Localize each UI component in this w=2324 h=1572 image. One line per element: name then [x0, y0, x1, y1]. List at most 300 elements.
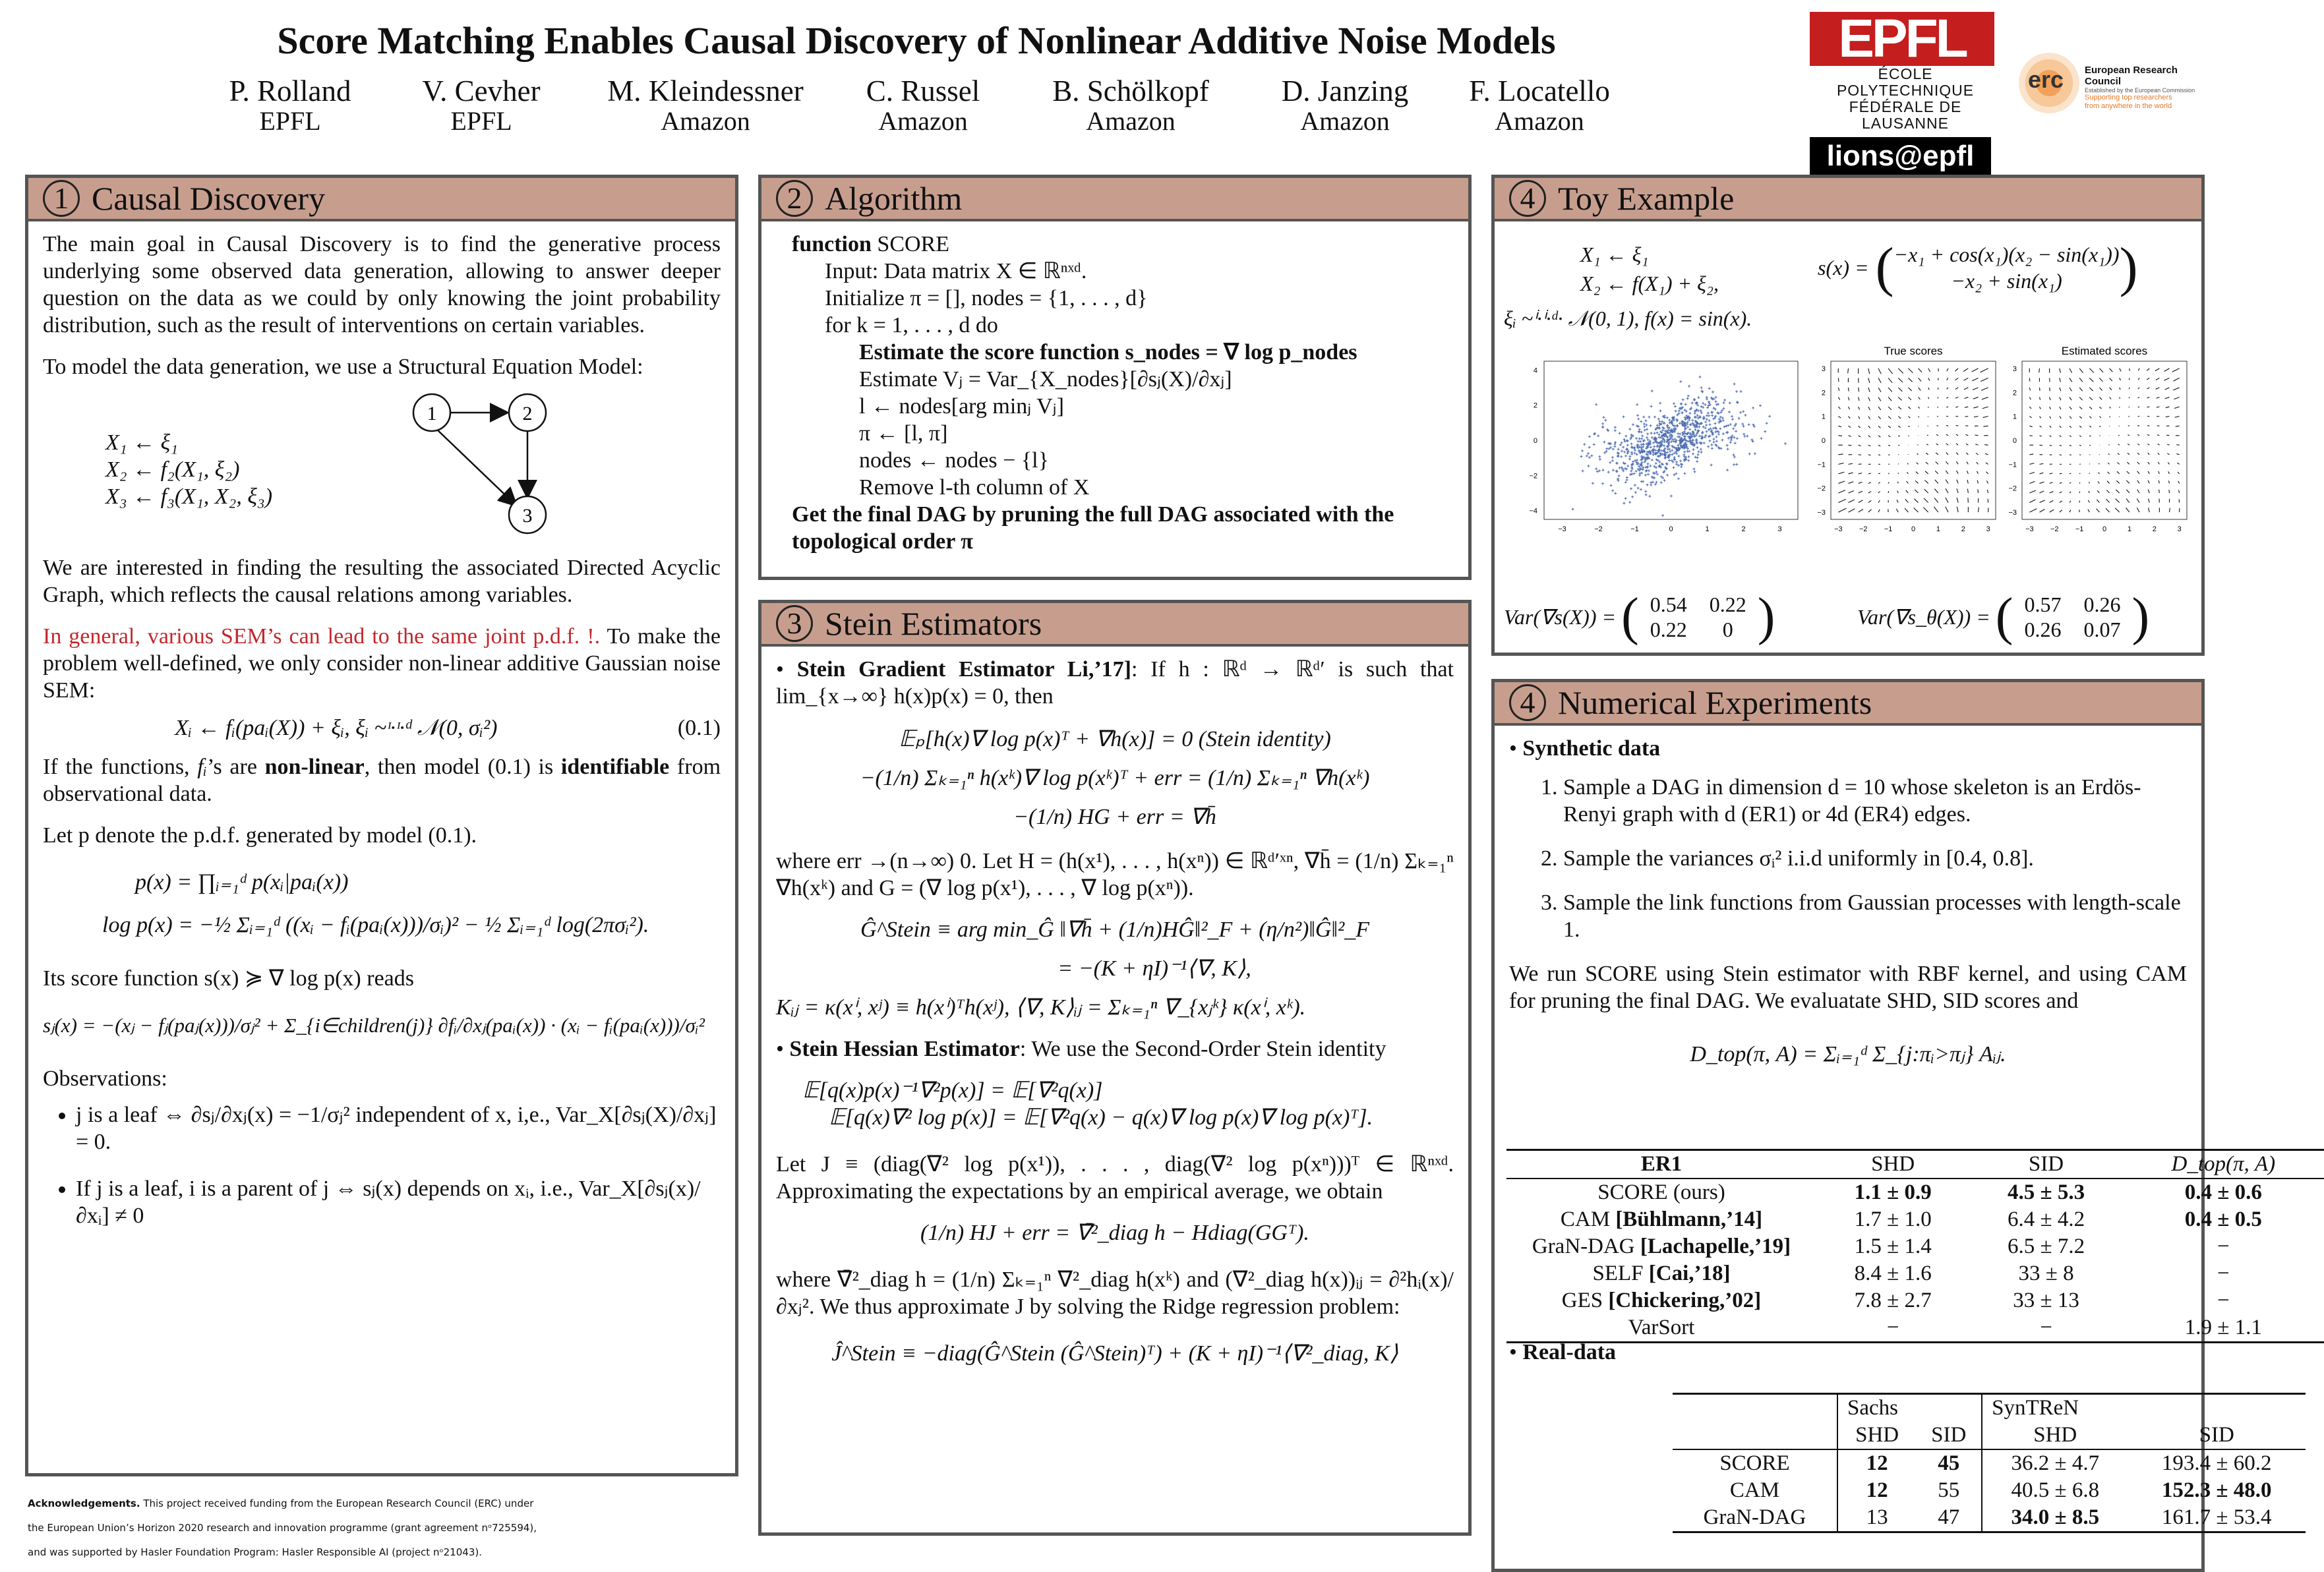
field-arrow: [2060, 473, 2062, 474]
table-cell: 55: [1916, 1477, 1982, 1504]
y-tick-label: 1: [2013, 413, 2017, 421]
toy-plots: [1508, 345, 2193, 543]
method-name: GES: [1562, 1289, 1609, 1312]
paragraph: To model the data generation, we use a Structural Equation Model:: [43, 353, 721, 380]
erc-tagline: from anywhere in the world: [2085, 102, 2210, 111]
table-cell: 0.4 ± 0.6: [2123, 1179, 2324, 1206]
table-cell: −: [2123, 1287, 2324, 1314]
algo-line: l ← nodes[arg minⱼ Vⱼ]: [776, 393, 1454, 420]
method-name: CAM: [1673, 1477, 1837, 1504]
method-reference: [Bühlmann,’14]: [1615, 1208, 1762, 1231]
equation-0-1: [43, 714, 721, 742]
field-arrow: [2169, 508, 2170, 512]
list-item: 2. Sample the variances σᵢ² i.i.d uniformly in [0.4, 0.8].: [1563, 845, 2187, 872]
field-arrow: [2109, 445, 2110, 446]
warning-text: In general, various SEM’s can lead to the same joint p.d.f. !.: [43, 624, 600, 649]
field-frame: [1831, 361, 1996, 519]
algo-line: π ← [l, π]: [776, 420, 1454, 447]
field-arrow: [1946, 425, 1948, 426]
equation: sⱼ(x) = −(xⱼ − fⱼ(paⱼ(x)))/σⱼ² + Σ_{i∈children(j)} ∂fᵢ/∂xⱼ(paᵢ(x)) · (xᵢ − fᵢ(paᵢ(x)))/σᵢ²: [43, 1012, 721, 1039]
ack-text: the European Union’s Horizon 2020 research and innovation programme (grant agreement nᵒ725594),: [28, 1516, 740, 1540]
x-tick-label: 3: [2178, 525, 2182, 533]
table-row: [1506, 1314, 2324, 1343]
y-tick-label: 3: [1822, 365, 1826, 373]
table-row: [1506, 1287, 2324, 1314]
ack-text: and was supported by Hasler Foundation Program: Hasler Responsible AI (project nᵒ21043).: [28, 1540, 740, 1565]
panel-header: [761, 178, 1468, 221]
author-name: D. Janzing: [1266, 74, 1424, 108]
epfl-wordmark: EPFL: [1810, 12, 1994, 66]
x-tick-label: 0: [2102, 525, 2106, 533]
panel-body: [761, 647, 1468, 1388]
table-header: D_top(π, A): [2123, 1150, 2324, 1179]
table-header: SID: [1916, 1422, 1982, 1449]
text: , then model (0.1) is: [365, 755, 561, 779]
x-tick-label: −2: [2050, 525, 2059, 533]
y-tick-label: 4: [1534, 366, 1537, 374]
text: ’s are: [207, 755, 265, 779]
author-affiliation: EPFL: [218, 105, 363, 136]
method-reference: [Cai,’18]: [1649, 1262, 1731, 1285]
dag-edge: [435, 428, 516, 505]
equation: 𝔼[q(x)p(x)⁻¹∇²p(x)] = 𝔼[∇²q(x)]: [776, 1077, 1454, 1104]
author-affiliation: Amazon: [1035, 105, 1226, 136]
real-data-table: [1673, 1393, 2306, 1533]
x-tick-label: 2: [1961, 525, 1965, 533]
paragraph: Kᵢⱼ = κ(xⁱ, xʲ) ≡ h(xⁱ)ᵀh(xʲ), ⟨∇, K⟩ᵢⱼ = Σₖ₌₁ⁿ ∇_{xⱼᵏ} κ(xⁱ, xᵏ).: [776, 994, 1454, 1021]
author-name: F. Locatello: [1457, 74, 1622, 108]
x-tick-label: −3: [1558, 525, 1566, 533]
er1-results-table: [1506, 1149, 2324, 1343]
table-header-row: [1673, 1394, 2306, 1422]
text: from observational data.: [43, 755, 721, 806]
score-vector: [1818, 240, 2138, 295]
y-tick-label: −2: [1529, 472, 1537, 480]
field-arrow: [1849, 445, 1852, 446]
table-row: [1673, 1449, 2306, 1477]
step-list: [1509, 774, 2187, 943]
section-title: Toy Example: [1558, 179, 1734, 218]
panel-toy-example: [1491, 175, 2205, 656]
equation: Ĵ^Stein ≡ −diag(Ĝ^Stein (Ĝ^Stein)ᵀ) + (K + ηI)⁻¹⟨∇²_diag, K⟩: [776, 1340, 1454, 1367]
text: fᵢ: [197, 755, 207, 779]
table-cell: 13: [1837, 1504, 1916, 1532]
method-cell: [1506, 1179, 1816, 1206]
field-arrow: [2089, 445, 2091, 446]
subheading: Stein Hessian Estimator: [789, 1037, 1019, 1061]
table-cell: 33 ± 13: [1969, 1287, 2122, 1314]
table-cell: 8.4 ± 1.6: [1816, 1260, 1969, 1287]
panel-body: [1495, 726, 2201, 1566]
paragraph: The main goal in Causal Discovery is to find the generative process underlying some observed data generation, allowing to answer deeper question on the data as we could by only knowing the joint probability distribution, such as the result of interventions on certain variables.: [43, 231, 721, 339]
y-tick-label: 1: [1822, 413, 1826, 421]
table-cell: 47: [1916, 1504, 1982, 1532]
paragraph: [43, 753, 721, 807]
table-header: SHD: [1982, 1422, 2128, 1449]
panel-body: [1495, 221, 2201, 650]
panel-header: [761, 603, 1468, 647]
table-group-header: Sachs: [1837, 1394, 1982, 1422]
sem-equation: X₃ ← f₃(X₁, X₂, ξ₃): [105, 483, 272, 510]
author-name: C. Russel: [850, 74, 996, 108]
observation-list: [43, 1101, 721, 1229]
table-header: SID: [1969, 1150, 2122, 1179]
method-reference: [Lachapelle,’19]: [1640, 1235, 1791, 1258]
author: [218, 74, 363, 136]
table-row: [1673, 1477, 2306, 1504]
field-arrow: [1898, 445, 1899, 446]
table-cell: −: [2123, 1233, 2324, 1260]
equation: 𝔼[q(x)∇² log p(x)] = 𝔼[∇²q(x) − q(x)∇ log p(x)∇ log p(x)ᵀ].: [776, 1104, 1454, 1131]
subheading: Stein Gradient Estimator Li,’17]: [797, 657, 1131, 682]
field-arrow: [2079, 473, 2080, 474]
y-tick-label: −4: [1529, 508, 1537, 515]
panel-header: [1495, 178, 2201, 221]
table-cell: 34.0 ± 8.5: [1982, 1504, 2128, 1532]
field-arrow: [2029, 378, 2030, 381]
equation: p(x) = ∏ᵢ₌₁ᵈ p(xᵢ|paᵢ(x)): [43, 869, 721, 896]
table-cell: −: [1816, 1314, 1969, 1343]
equation: D_top(π, A) = Σᵢ₌₁ᵈ Σ_{j:πᵢ>πⱼ} Aᵢⱼ.: [1509, 1041, 2187, 1068]
equation: −(1/n) HG + err = ∇h̄: [776, 803, 1454, 830]
table-header: SHD: [1837, 1422, 1916, 1449]
equation: (1/n) HJ + err = ∇̄²_diag h − Hdiag(GGᵀ).: [776, 1219, 1454, 1246]
field-arrow: [2176, 445, 2179, 446]
dag-diagram: [402, 383, 560, 541]
y-tick-label: 2: [2013, 389, 2017, 397]
variance-estimated: [1857, 591, 2149, 643]
y-tick-label: −2: [2008, 485, 2017, 493]
list-item: 3. Sample the link functions from Gaussian processes with length-scale 1.: [1563, 889, 2187, 943]
author-name: P. Rolland: [218, 74, 363, 108]
section-number: 2: [776, 180, 813, 217]
table-cell: 6.5 ± 7.2: [1969, 1233, 2122, 1260]
algo-line: Estimate Vⱼ = Var_{X_nodes}[∂sⱼ(X)/∂xⱼ]: [776, 366, 1454, 393]
text: : We use the Second-Order Stein identity: [1020, 1037, 1386, 1061]
field-arrow: [1984, 445, 1988, 446]
list-item: 1. Sample a DAG in dimension d = 10 whose skeleton is an Erdös-Renyi graph with d (ER1) or 4d (ER4) edges.: [1563, 774, 2187, 828]
x-tick-label: −1: [1884, 525, 1893, 533]
field-arrow: [1888, 491, 1889, 493]
paren: ): [2131, 591, 2149, 643]
method-name: GraN-DAG: [1673, 1504, 1837, 1532]
y-tick-label: −1: [2008, 461, 2017, 469]
table-cell: 33 ± 8: [1969, 1260, 2122, 1287]
panel-causal-discovery: [25, 175, 738, 1476]
paragraph: Let p denote the p.d.f. generated by model (0.1).: [43, 822, 721, 849]
field-arrow: [2040, 445, 2042, 446]
paragraph: where err →(n→∞) 0. Let H = (h(x¹), . . . , h(xⁿ)) ∈ ℝᵈ′ˣⁿ, ∇h̄ = (1/n) Σₖ₌₁ⁿ ∇h(xᵏ) and G = (∇ log p(x¹), . . . , ∇ log p(xⁿ)).: [776, 848, 1454, 902]
vector-entry: −x₂ + sin(x₁): [1894, 268, 2120, 294]
author-affiliation: EPFL: [409, 105, 554, 136]
table-group-header: SynTReN: [1982, 1394, 2306, 1422]
panel-header: [28, 178, 735, 221]
method-name: SELF: [1593, 1262, 1649, 1285]
y-tick-label: 0: [1534, 437, 1537, 445]
paragraph: • Real-data: [1509, 1339, 1616, 1366]
table-cell: −: [1969, 1314, 2122, 1343]
algorithm-body: [761, 221, 1468, 564]
author-name: M. Kleindessner: [597, 74, 814, 108]
y-tick-label: −3: [2008, 509, 2017, 517]
field-arrow: [2129, 397, 2130, 399]
equation: = −(K + ηI)⁻¹⟨∇, K⟩,: [776, 955, 1454, 982]
x-tick-label: 0: [1911, 525, 1915, 533]
x-tick-label: −1: [2075, 525, 2084, 533]
panel-stein-estimators: [758, 600, 1472, 1536]
method-reference: [Chickering,’02]: [1608, 1289, 1761, 1312]
erc-sub: Established by the European Commission: [2085, 87, 2210, 94]
paragraph: Let J ≡ (diag(∇² log p(x¹)), . . . , diag(∇² log p(xⁿ)))ᵀ ∈ ℝⁿˣᵈ. Approximating the expectations by an empirical average, we obtain: [776, 1151, 1454, 1205]
table-row: [1506, 1233, 2324, 1260]
list-item: • If j is a leaf, i is a parent of j ⇔ sⱼ(x) depends on xᵢ, i.e., Var_X[∂sⱼ(x)/∂xᵢ] ≠ 0: [76, 1175, 721, 1229]
epfl-logo: [1810, 12, 2001, 150]
table-cell: 161.7 ± 53.4: [2128, 1504, 2306, 1532]
field-arrow: [2039, 368, 2040, 372]
author-affiliation: Amazon: [850, 105, 996, 136]
matrix-cell: 0.54: [1639, 592, 1698, 617]
paragraph: • Stein Hessian Estimator: We use the Second-Order Stein identity: [776, 1035, 1454, 1063]
table-row: [1673, 1504, 2306, 1532]
table-cell: 40.5 ± 6.8: [1982, 1477, 2128, 1504]
table-cell: 36.2 ± 4.7: [1982, 1449, 2128, 1477]
toy-sem: [1580, 240, 1719, 298]
table-cell: 152.3 ± 48.0: [2128, 1477, 2306, 1504]
matrix-cell: 0.26: [2072, 592, 2131, 617]
variance-true: [1504, 591, 1775, 643]
author-affiliation: Amazon: [1266, 105, 1424, 136]
y-tick-label: 0: [2013, 437, 2017, 445]
table-cell: 12: [1837, 1477, 1916, 1504]
field-arrow: [2179, 499, 2180, 502]
algo-line: Input: Data matrix X ∈ ℝⁿˣᵈ.: [776, 258, 1454, 285]
text: non-linear: [265, 755, 365, 779]
author-affiliation: Amazon: [597, 105, 814, 136]
paragraph: where ∇̄²_diag h = (1/n) Σₖ₌₁ⁿ ∇²_diag h(xᵏ) and (∇²_diag h(x))ᵢⱼ = ∂²hᵢ(x)/∂xⱼ². We thus approximate J by solving the Ridge regression problem:: [776, 1266, 1454, 1320]
author-list: [218, 74, 1984, 140]
list-item: • j is a leaf ⇔ ∂sⱼ/∂xⱼ(x) = −1/σⱼ² independent of x, i,e., Var_X[∂sⱼ(X)/∂xⱼ] = 0.: [76, 1101, 721, 1155]
paragraph: [43, 623, 721, 704]
y-tick-label: −3: [1817, 509, 1826, 517]
author: [850, 74, 996, 136]
x-tick-label: 0: [1669, 525, 1673, 533]
subheading: Real-data: [1522, 1340, 1616, 1364]
matrix-cell: 0.57: [2013, 592, 2072, 617]
x-tick-label: −3: [2025, 525, 2034, 533]
y-tick-label: −2: [1817, 485, 1826, 493]
acknowledgements: [28, 1492, 740, 1565]
x-tick-label: 2: [2153, 525, 2157, 533]
field-arrow: [2040, 388, 2041, 391]
matrix-cell: 0.22: [1639, 617, 1698, 642]
equation: Ĝ^Stein ≡ arg min_Ĝ ‖∇h̄ + (1/n)HĜ‖²_F + (η/n²)‖Ĝ‖²_F: [776, 916, 1454, 943]
dag-node-label: 1: [427, 403, 437, 424]
field-arrow: [2118, 435, 2120, 436]
table-cell: 193.4 ± 60.2: [2128, 1449, 2306, 1477]
panel-numerical-experiments: [1491, 679, 2205, 1572]
text: : If h : ℝᵈ → ℝᵈ′ is such that lim_{x→∞} h(x)p(x) = 0, then: [776, 657, 1454, 709]
section-number: 3: [776, 605, 813, 642]
x-tick-label: 2: [1741, 525, 1745, 533]
field-frame: [2022, 361, 2187, 519]
table-row: [1506, 1179, 2324, 1206]
x-tick-label: 1: [1936, 525, 1940, 533]
sem-equation: X₁ ← ξ₁: [105, 429, 272, 456]
table-cell: 1.7 ± 1.0: [1816, 1206, 1969, 1233]
dag-node-label: 2: [523, 403, 533, 424]
field-arrow: [2166, 435, 2169, 436]
section-title: Stein Estimators: [825, 604, 1042, 643]
author-name: B. Schölkopf: [1035, 74, 1226, 108]
method-cell: [1506, 1233, 1816, 1260]
field-arrow: [1927, 435, 1928, 436]
erc-name: European Research Council: [2085, 65, 2210, 87]
equation: Var(∇s_θ(X)) =: [1857, 604, 1990, 629]
author: [1035, 74, 1226, 136]
paren: (: [1876, 240, 1894, 295]
table-cell: 6.4 ± 4.2: [1969, 1206, 2122, 1233]
ack-text: This project received funding from the European Research Council (ERC) under: [140, 1498, 534, 1509]
paragraph: We are interested in finding the resulting the associated Directed Acyclic Graph, which reflects the causal relations among variables.: [43, 554, 721, 608]
section-title: Causal Discovery: [92, 179, 325, 218]
x-tick-label: 3: [1986, 525, 1990, 533]
equation-tag: (0.1): [678, 714, 721, 742]
panel-body: [28, 221, 735, 1238]
method-name: VarSort: [1628, 1316, 1695, 1339]
y-tick-label: 2: [1822, 389, 1826, 397]
x-tick-label: −3: [1834, 525, 1843, 533]
sem-block: [43, 383, 721, 554]
erc-mark: erc: [2028, 66, 2064, 94]
paren: (: [1996, 591, 2013, 643]
section-number: 4: [1509, 180, 1546, 217]
table-cell: 4.5 ± 5.3: [1969, 1179, 2122, 1206]
equation: ξᵢ ~ⁱ·ⁱ·ᵈ· 𝒩(0, 1), f(x) = sin(x).: [1504, 306, 1752, 332]
y-tick-label: −1: [1817, 461, 1826, 469]
field-arrow: [2159, 490, 2160, 493]
algo-line: function SCORE: [776, 231, 1454, 258]
field-arrow: [2079, 482, 2080, 484]
table-cell: 1.9 ± 1.1: [2123, 1314, 2324, 1343]
paragraph: Observations:: [43, 1065, 721, 1092]
equation: X₁ ← ξ₁: [1580, 240, 1719, 269]
epfl-subtitle: ÉCOLE POLYTECHNIQUE: [1810, 66, 2001, 99]
method-cell: [1506, 1206, 1816, 1233]
subheading: Synthetic data: [1522, 736, 1660, 761]
algo-line: Get the final DAG by pruning the full DAG associated with the topological order π: [776, 501, 1454, 555]
author-affiliation: Amazon: [1457, 105, 1622, 136]
author: [1266, 74, 1424, 136]
table-cell: 1.1 ± 0.9: [1816, 1179, 1969, 1206]
equation: Var(∇s(X)) =: [1504, 604, 1616, 629]
erc-emblem: [2019, 53, 2079, 113]
paragraph: • Synthetic data: [1509, 735, 2187, 762]
paren: (: [1621, 591, 1639, 643]
field-arrow: [1838, 378, 1839, 382]
x-tick-label: 1: [2128, 525, 2131, 533]
equation: s(x) =: [1818, 256, 1869, 280]
vector-entry: −x₁ + cos(x₁)(x₂ − sin(x₁)): [1894, 241, 2120, 268]
table-row: [1506, 1260, 2324, 1287]
table-cell: 7.8 ± 2.7: [1816, 1287, 1969, 1314]
text: identifiable: [561, 755, 669, 779]
method-name: SCORE: [1673, 1449, 1837, 1477]
method-name: SCORE (ours): [1597, 1180, 1725, 1204]
field-arrow: [2169, 490, 2170, 493]
equation: Xᵢ ← fᵢ(paᵢ(X)) + ξᵢ, ξᵢ ~ᶦ·ᶦ·ᵈ 𝒩(0, σᵢ²): [175, 714, 497, 742]
x-tick-label: −2: [1594, 525, 1603, 533]
equation: −(1/n) Σₖ₌₁ⁿ h(xᵏ)∇ log p(xᵏ)ᵀ + err = (1/n) Σₖ₌₁ⁿ ∇h(xᵏ): [776, 765, 1454, 792]
matrix-cell: 0.22: [1698, 592, 1758, 617]
algo-line: Initialize π = [], nodes = {1, . . . , d}: [776, 285, 1454, 312]
table-header-row: [1673, 1422, 2306, 1449]
panel-header: [1495, 682, 2201, 726]
author: [409, 74, 554, 136]
field-arrow: [1975, 435, 1979, 436]
table-header: ER1: [1506, 1150, 1816, 1179]
method-cell: [1506, 1287, 1816, 1314]
matrix-cell: 0.26: [2013, 617, 2072, 642]
section-title: Algorithm: [825, 179, 962, 218]
equation: log p(x) = −½ Σᵢ₌₁ᵈ ((xᵢ − fᵢ(paᵢ(x)))/σᵢ)² − ½ Σᵢ₌₁ᵈ log(2πσᵢ²).: [43, 912, 721, 939]
equation: X₂ ← f(X₁) + ξ₂,: [1580, 269, 1719, 298]
y-tick-label: 2: [1534, 402, 1537, 410]
erc-logo: [2019, 53, 2210, 119]
y-tick-label: 3: [2013, 365, 2017, 373]
method-name: CAM: [1561, 1208, 1615, 1231]
ack-heading: Acknowledgements.: [28, 1498, 140, 1509]
table-cell: 0.4 ± 0.5: [2123, 1206, 2324, 1233]
poster-title: Score Matching Enables Causal Discovery of Nonlinear Additive Noise Models: [224, 18, 1609, 63]
section-number: 4: [1509, 684, 1546, 721]
plot-title: True scores: [1884, 345, 1942, 357]
field-arrow: [2089, 482, 2090, 483]
dag-node-label: 3: [523, 505, 533, 527]
lions-logo: lions@epfl: [1810, 137, 1991, 175]
table-header: SID: [2128, 1422, 2306, 1449]
panel-algorithm: [758, 175, 1472, 580]
erc-tagline: Supporting top researchers: [2085, 94, 2210, 102]
algo-line: nodes ← nodes − {l}: [776, 447, 1454, 474]
vector-entries: [1894, 241, 2120, 294]
table-header: SHD: [1816, 1150, 1969, 1179]
x-tick-label: 1: [1705, 525, 1709, 533]
table-cell: −: [2123, 1260, 2324, 1287]
author: [1457, 74, 1622, 136]
algo-line: Remove l-th column of X: [776, 474, 1454, 501]
author: [597, 74, 814, 136]
table-header-row: [1506, 1150, 2324, 1179]
plot-title: Estimated scores: [2062, 345, 2147, 357]
paren: ): [2120, 240, 2138, 295]
field-arrow: [1898, 463, 1899, 464]
field-arrow: [1978, 489, 1979, 493]
field-arrow: [1956, 425, 1959, 426]
method-name: GraN-DAG: [1532, 1235, 1640, 1258]
algo-line: Estimate the score function s_nodes = ∇ log p_nodes: [776, 339, 1454, 366]
section-number: 1: [43, 180, 80, 217]
field-arrow: [2070, 473, 2071, 474]
paragraph: • Stein Gradient Estimator Li,’17]: If h : ℝᵈ → ℝᵈ′ is such that lim_{x→∞} h(x)p(x) = 0, then: [776, 656, 1454, 710]
author-name: V. Cevher: [409, 74, 554, 108]
table-cell: 45: [1916, 1449, 1982, 1477]
section-title: Numerical Experiments: [1558, 684, 1872, 722]
paragraph-text: To make the problem well-defined, we only consider non-linear additive Gaussian noise SEM:: [43, 624, 721, 703]
table-cell: 12: [1837, 1449, 1916, 1477]
x-tick-label: −1: [1630, 525, 1639, 533]
matrix-cell: 0: [1698, 617, 1758, 642]
x-tick-label: 3: [1777, 525, 1781, 533]
